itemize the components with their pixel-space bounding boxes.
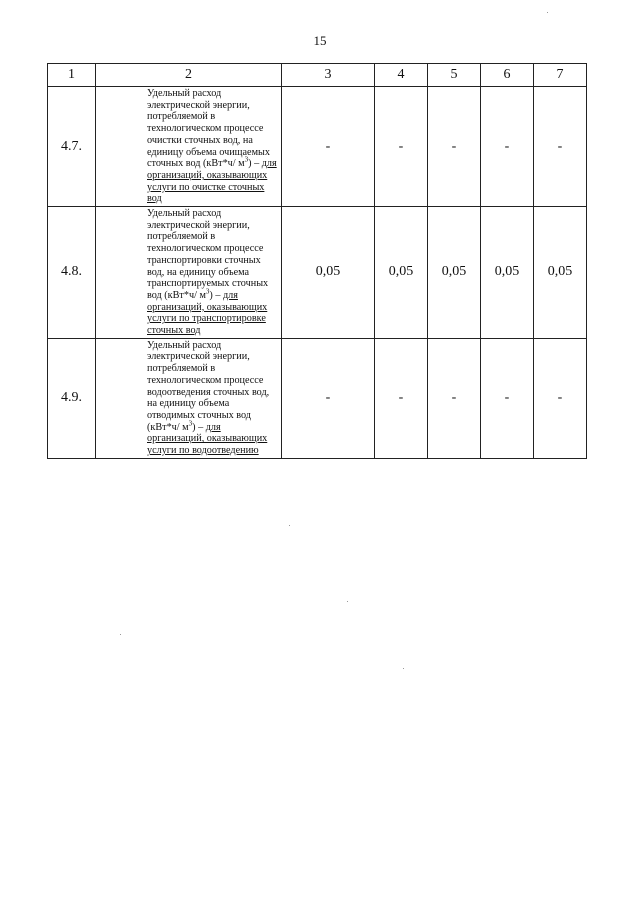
header-row bbox=[48, 64, 587, 87]
superscript: 3 bbox=[205, 287, 210, 296]
description-text: Удельный расход электрической энергии, потребляемой в технологическом процессе водоотведения сточных вод, на единицу объема отводимых сточных вод (кВт*ч/ м bbox=[147, 339, 270, 433]
table-row bbox=[48, 207, 587, 339]
row-number: 4.7. bbox=[48, 87, 96, 207]
value-col-5: - bbox=[428, 338, 481, 458]
value-col-3: - bbox=[282, 87, 375, 207]
description-dash: ) – bbox=[248, 158, 262, 170]
scan-speck bbox=[347, 601, 348, 602]
row-description bbox=[96, 87, 282, 207]
value-col-3: 0,05 bbox=[282, 207, 375, 339]
table-row bbox=[48, 338, 587, 458]
scan-speck bbox=[403, 668, 404, 669]
header-col-6: 6 bbox=[481, 64, 534, 87]
value-col-4: 0,05 bbox=[375, 207, 428, 339]
value-col-4: - bbox=[375, 338, 428, 458]
row-description bbox=[96, 207, 282, 339]
table-row bbox=[48, 87, 587, 207]
header-col-7: 7 bbox=[534, 64, 587, 87]
table-header bbox=[48, 64, 587, 87]
row-number: 4.8. bbox=[48, 207, 96, 339]
scan-speck bbox=[120, 634, 121, 635]
value-col-7: 0,05 bbox=[534, 207, 587, 339]
value-col-6: - bbox=[481, 87, 534, 207]
value-col-5: 0,05 bbox=[428, 207, 481, 339]
indicators-table bbox=[47, 63, 587, 459]
scan-speck bbox=[547, 12, 548, 13]
scan-speck bbox=[289, 525, 290, 526]
superscript: 3 bbox=[244, 155, 249, 164]
value-col-6: - bbox=[481, 338, 534, 458]
description-text: Удельный расход электрической энергии, потребляемой в технологическом процессе транспортировки сточных вод, на единицу объема транспортируемых сточных вод (кВт*ч/ м bbox=[147, 208, 269, 301]
description-underlined: для организаций, оказывающих услуги по транспортировке сточных вод bbox=[147, 289, 268, 337]
header-col-4: 4 bbox=[375, 64, 428, 87]
description-dash: ) – bbox=[192, 421, 206, 433]
value-col-6: 0,05 bbox=[481, 207, 534, 339]
value-col-7: - bbox=[534, 87, 587, 207]
row-description bbox=[96, 338, 282, 458]
description-underlined: для организаций, оказывающих услуги по водоотведению bbox=[147, 421, 268, 457]
superscript: 3 bbox=[188, 419, 193, 428]
header-col-3: 3 bbox=[282, 64, 375, 87]
value-col-5: - bbox=[428, 87, 481, 207]
page-number: 15 bbox=[313, 33, 327, 48]
header-col-5: 5 bbox=[428, 64, 481, 87]
value-col-4: - bbox=[375, 87, 428, 207]
value-col-3: - bbox=[282, 338, 375, 458]
description-underlined: для организаций, оказывающих услуги по очистке сточных вод bbox=[147, 158, 277, 205]
header-col-1: 1 bbox=[48, 64, 96, 87]
description-dash: ) – bbox=[209, 289, 223, 301]
header-col-2: 2 bbox=[96, 64, 282, 87]
description-text: Удельный расход электрической энергии, потребляемой в технологическом процессе очистки сточных вод, на единицу объема очищаемых сточных вод (кВт*ч/ м bbox=[147, 88, 270, 170]
value-col-7: - bbox=[534, 338, 587, 458]
row-number: 4.9. bbox=[48, 338, 96, 458]
